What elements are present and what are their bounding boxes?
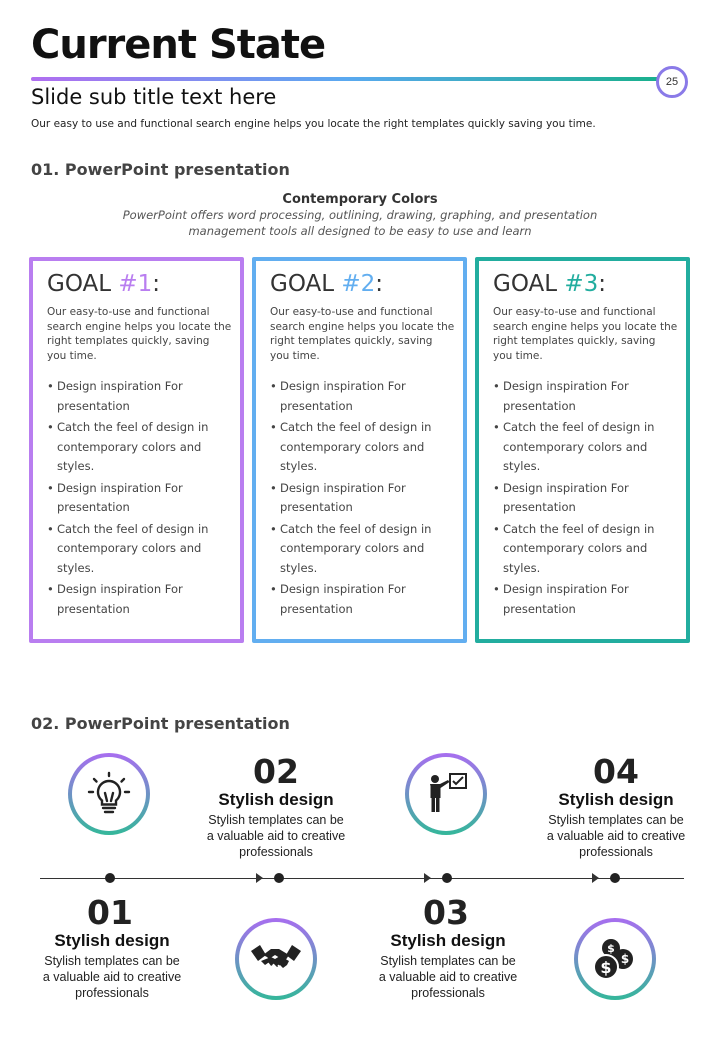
page-number-badge: 25	[656, 66, 688, 98]
goal-number: #2	[341, 271, 376, 297]
goal-label: GOAL	[270, 271, 335, 297]
list-item: • Catch the feel of design in contemporary colors and styles.	[493, 418, 678, 477]
section-2-heading: 02. PowerPoint presentation	[31, 714, 290, 733]
timeline-dot	[610, 873, 620, 883]
step-2-title: Stylish design	[218, 790, 334, 809]
slide-subtitle: Slide sub title text here	[31, 85, 277, 109]
goal-title	[47, 271, 160, 297]
list-item: • Design inspiration For presentation	[493, 479, 678, 518]
list-item: • Catch the feel of design in contemporary colors and styles.	[47, 520, 232, 579]
step-3-description: Stylish templates can be a valuable aid to creative professionals	[378, 954, 518, 1000]
step-3-icon-circle	[405, 753, 487, 835]
list-item: • Design inspiration For presentation	[493, 377, 678, 416]
step-3-title: Stylish design	[390, 931, 506, 950]
goal-description: Our easy-to-use and functional search engine helps you locate the right templates quickly, saving you time.	[270, 306, 455, 362]
slide-title: Current State	[31, 22, 326, 68]
step-1-icon-circle	[235, 918, 317, 1000]
colors-title: Contemporary Colors	[282, 192, 438, 207]
timeline-arrow	[256, 873, 263, 883]
list-item: • Catch the feel of design in contemporary colors and styles.	[493, 520, 678, 579]
goal-number: #1	[118, 271, 153, 297]
goal-colon: :	[375, 271, 384, 297]
goal-card-1	[29, 257, 244, 643]
list-item: • Design inspiration For presentation	[47, 580, 232, 619]
goal-bullet-list	[47, 377, 232, 621]
goal-bullet-list	[493, 377, 678, 621]
presenter-icon	[421, 769, 471, 819]
colors-description: PowerPoint offers word processing, outlining, drawing, graphing, and presentation management tools all designed to be easy to use and learn	[122, 208, 598, 238]
goal-card-3	[475, 257, 690, 643]
title-underline	[31, 77, 661, 81]
goal-label: GOAL	[493, 271, 558, 297]
goal-title	[493, 271, 606, 297]
step-1-description: Stylish templates can be a valuable aid to creative professionals	[42, 954, 182, 1000]
goal-number: #3	[564, 271, 599, 297]
timeline-dot	[442, 873, 452, 883]
timeline-dot	[274, 873, 284, 883]
list-item: • Catch the feel of design in contemporary colors and styles.	[47, 418, 232, 477]
step-2-icon-circle	[68, 753, 150, 835]
step-2-description: Stylish templates can be a valuable aid to creative professionals	[206, 813, 346, 859]
timeline-line	[40, 878, 684, 879]
goal-label: GOAL	[47, 271, 112, 297]
coins-icon	[589, 933, 641, 985]
timeline-arrow	[592, 873, 599, 883]
list-item: • Design inspiration For presentation	[270, 580, 455, 619]
list-item: • Design inspiration For presentation	[493, 580, 678, 619]
goal-description: Our easy-to-use and functional search engine helps you locate the right templates quickly, saving you time.	[47, 306, 232, 362]
list-item: • Catch the feel of design in contemporary colors and styles.	[270, 418, 455, 477]
section-1-heading: 01. PowerPoint presentation	[31, 160, 290, 179]
goal-title	[270, 271, 383, 297]
step-1-title: Stylish design	[54, 931, 170, 950]
step-3-number: 03	[423, 893, 469, 932]
step-4-number: 04	[593, 752, 639, 791]
goal-description: Our easy-to-use and functional search engine helps you locate the right templates quickly, saving you time.	[493, 306, 678, 362]
step-2-number: 02	[253, 752, 299, 791]
goal-colon: :	[152, 271, 161, 297]
list-item: • Catch the feel of design in contemporary colors and styles.	[270, 520, 455, 579]
list-item: • Design inspiration For presentation	[47, 377, 232, 416]
step-4-icon-circle	[574, 918, 656, 1000]
list-item: • Design inspiration For presentation	[270, 479, 455, 518]
timeline-arrow	[424, 873, 431, 883]
goal-colon: :	[598, 271, 607, 297]
goal-bullet-list	[270, 377, 455, 621]
goal-card-2	[252, 257, 467, 643]
list-item: • Design inspiration For presentation	[47, 479, 232, 518]
svg-text:$: $	[620, 952, 630, 966]
svg-text:$: $	[607, 942, 615, 955]
step-4-title: Stylish design	[558, 790, 674, 809]
svg-text:$: $	[600, 958, 612, 977]
handshake-icon	[249, 939, 303, 979]
step-1-number: 01	[87, 893, 133, 932]
slide-description: Our easy to use and functional search engine helps you locate the right templates quickly saving you time.	[31, 118, 596, 130]
list-item: • Design inspiration For presentation	[270, 377, 455, 416]
timeline-dot	[105, 873, 115, 883]
lightbulb-icon	[86, 771, 132, 817]
step-4-description: Stylish templates can be a valuable aid to creative professionals	[546, 813, 686, 859]
